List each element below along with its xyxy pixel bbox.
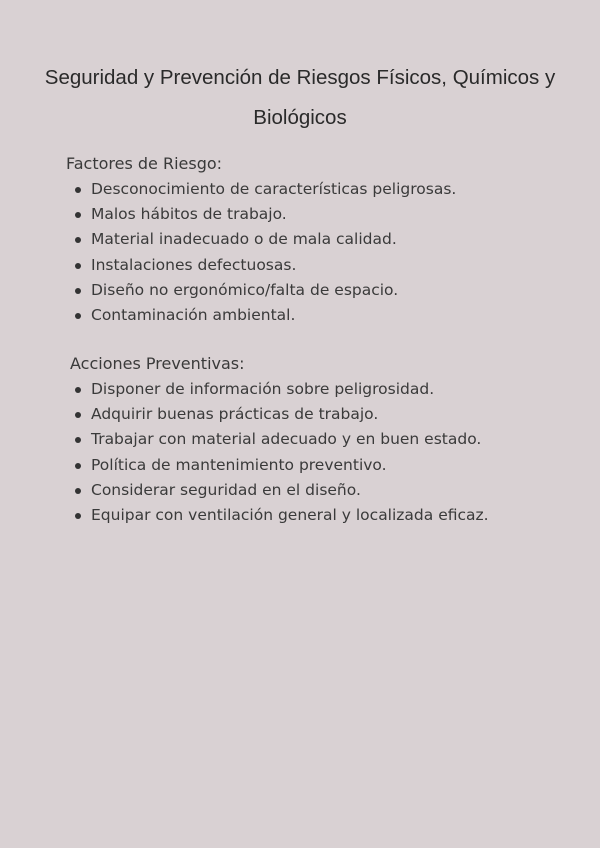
list-item-text: Equipar con ventilación general y localizada eficaz.	[91, 506, 489, 525]
list-item	[66, 278, 566, 303]
list-item-text: Material inadecuado o de mala calidad.	[91, 230, 397, 249]
list-item-text: Trabajar con material adecuado y en buen estado.	[91, 430, 482, 449]
list-item	[66, 453, 570, 478]
list-item-text: Política de mantenimiento preventivo.	[91, 455, 387, 474]
risk-factors-section	[66, 152, 566, 328]
bullet-icon	[75, 513, 81, 519]
list-item	[66, 377, 570, 402]
risk-factors-heading: Factores de Riesgo:	[66, 154, 223, 173]
bullet-icon	[75, 237, 81, 243]
bullet-icon	[75, 387, 81, 393]
list-item	[66, 303, 566, 328]
bullet-icon	[75, 437, 81, 443]
bullet-icon	[75, 488, 81, 494]
list-item	[66, 227, 566, 252]
bullet-icon	[75, 463, 81, 469]
list-item	[66, 427, 570, 452]
preventive-actions-list	[66, 377, 570, 528]
bullet-icon	[75, 288, 81, 294]
bullet-icon	[75, 212, 81, 218]
risk-factors-list	[66, 177, 566, 328]
bullet-icon	[75, 187, 81, 193]
list-item	[66, 202, 566, 227]
list-item	[66, 177, 566, 202]
list-item-text: Desconocimiento de características peligrosas.	[91, 180, 457, 198]
document-title: Seguridad y Prevención de Riesgos Físicos, Químicos y Biológicos	[44, 66, 556, 129]
list-item-text: Contaminación ambiental.	[91, 306, 296, 325]
list-item	[66, 402, 570, 427]
bullet-icon	[75, 263, 81, 269]
list-item-text: Considerar seguridad en el diseño.	[91, 480, 361, 499]
list-item	[66, 253, 566, 278]
bullet-icon	[75, 412, 81, 418]
list-item-text: Diseño no ergonómico/falta de espacio.	[91, 280, 399, 299]
bullet-icon	[75, 313, 81, 319]
list-item-text: Adquirir buenas prácticas de trabajo.	[91, 405, 379, 424]
preventive-actions-section	[70, 352, 570, 528]
list-item	[66, 478, 570, 503]
list-item-text: Malos hábitos de trabajo.	[91, 205, 287, 224]
list-item	[66, 503, 570, 528]
preventive-actions-heading: Acciones Preventivas:	[70, 354, 245, 373]
list-item-text: Instalaciones defectuosas.	[91, 255, 297, 274]
list-item-text: Disponer de información sobre peligrosidad.	[91, 380, 435, 398]
